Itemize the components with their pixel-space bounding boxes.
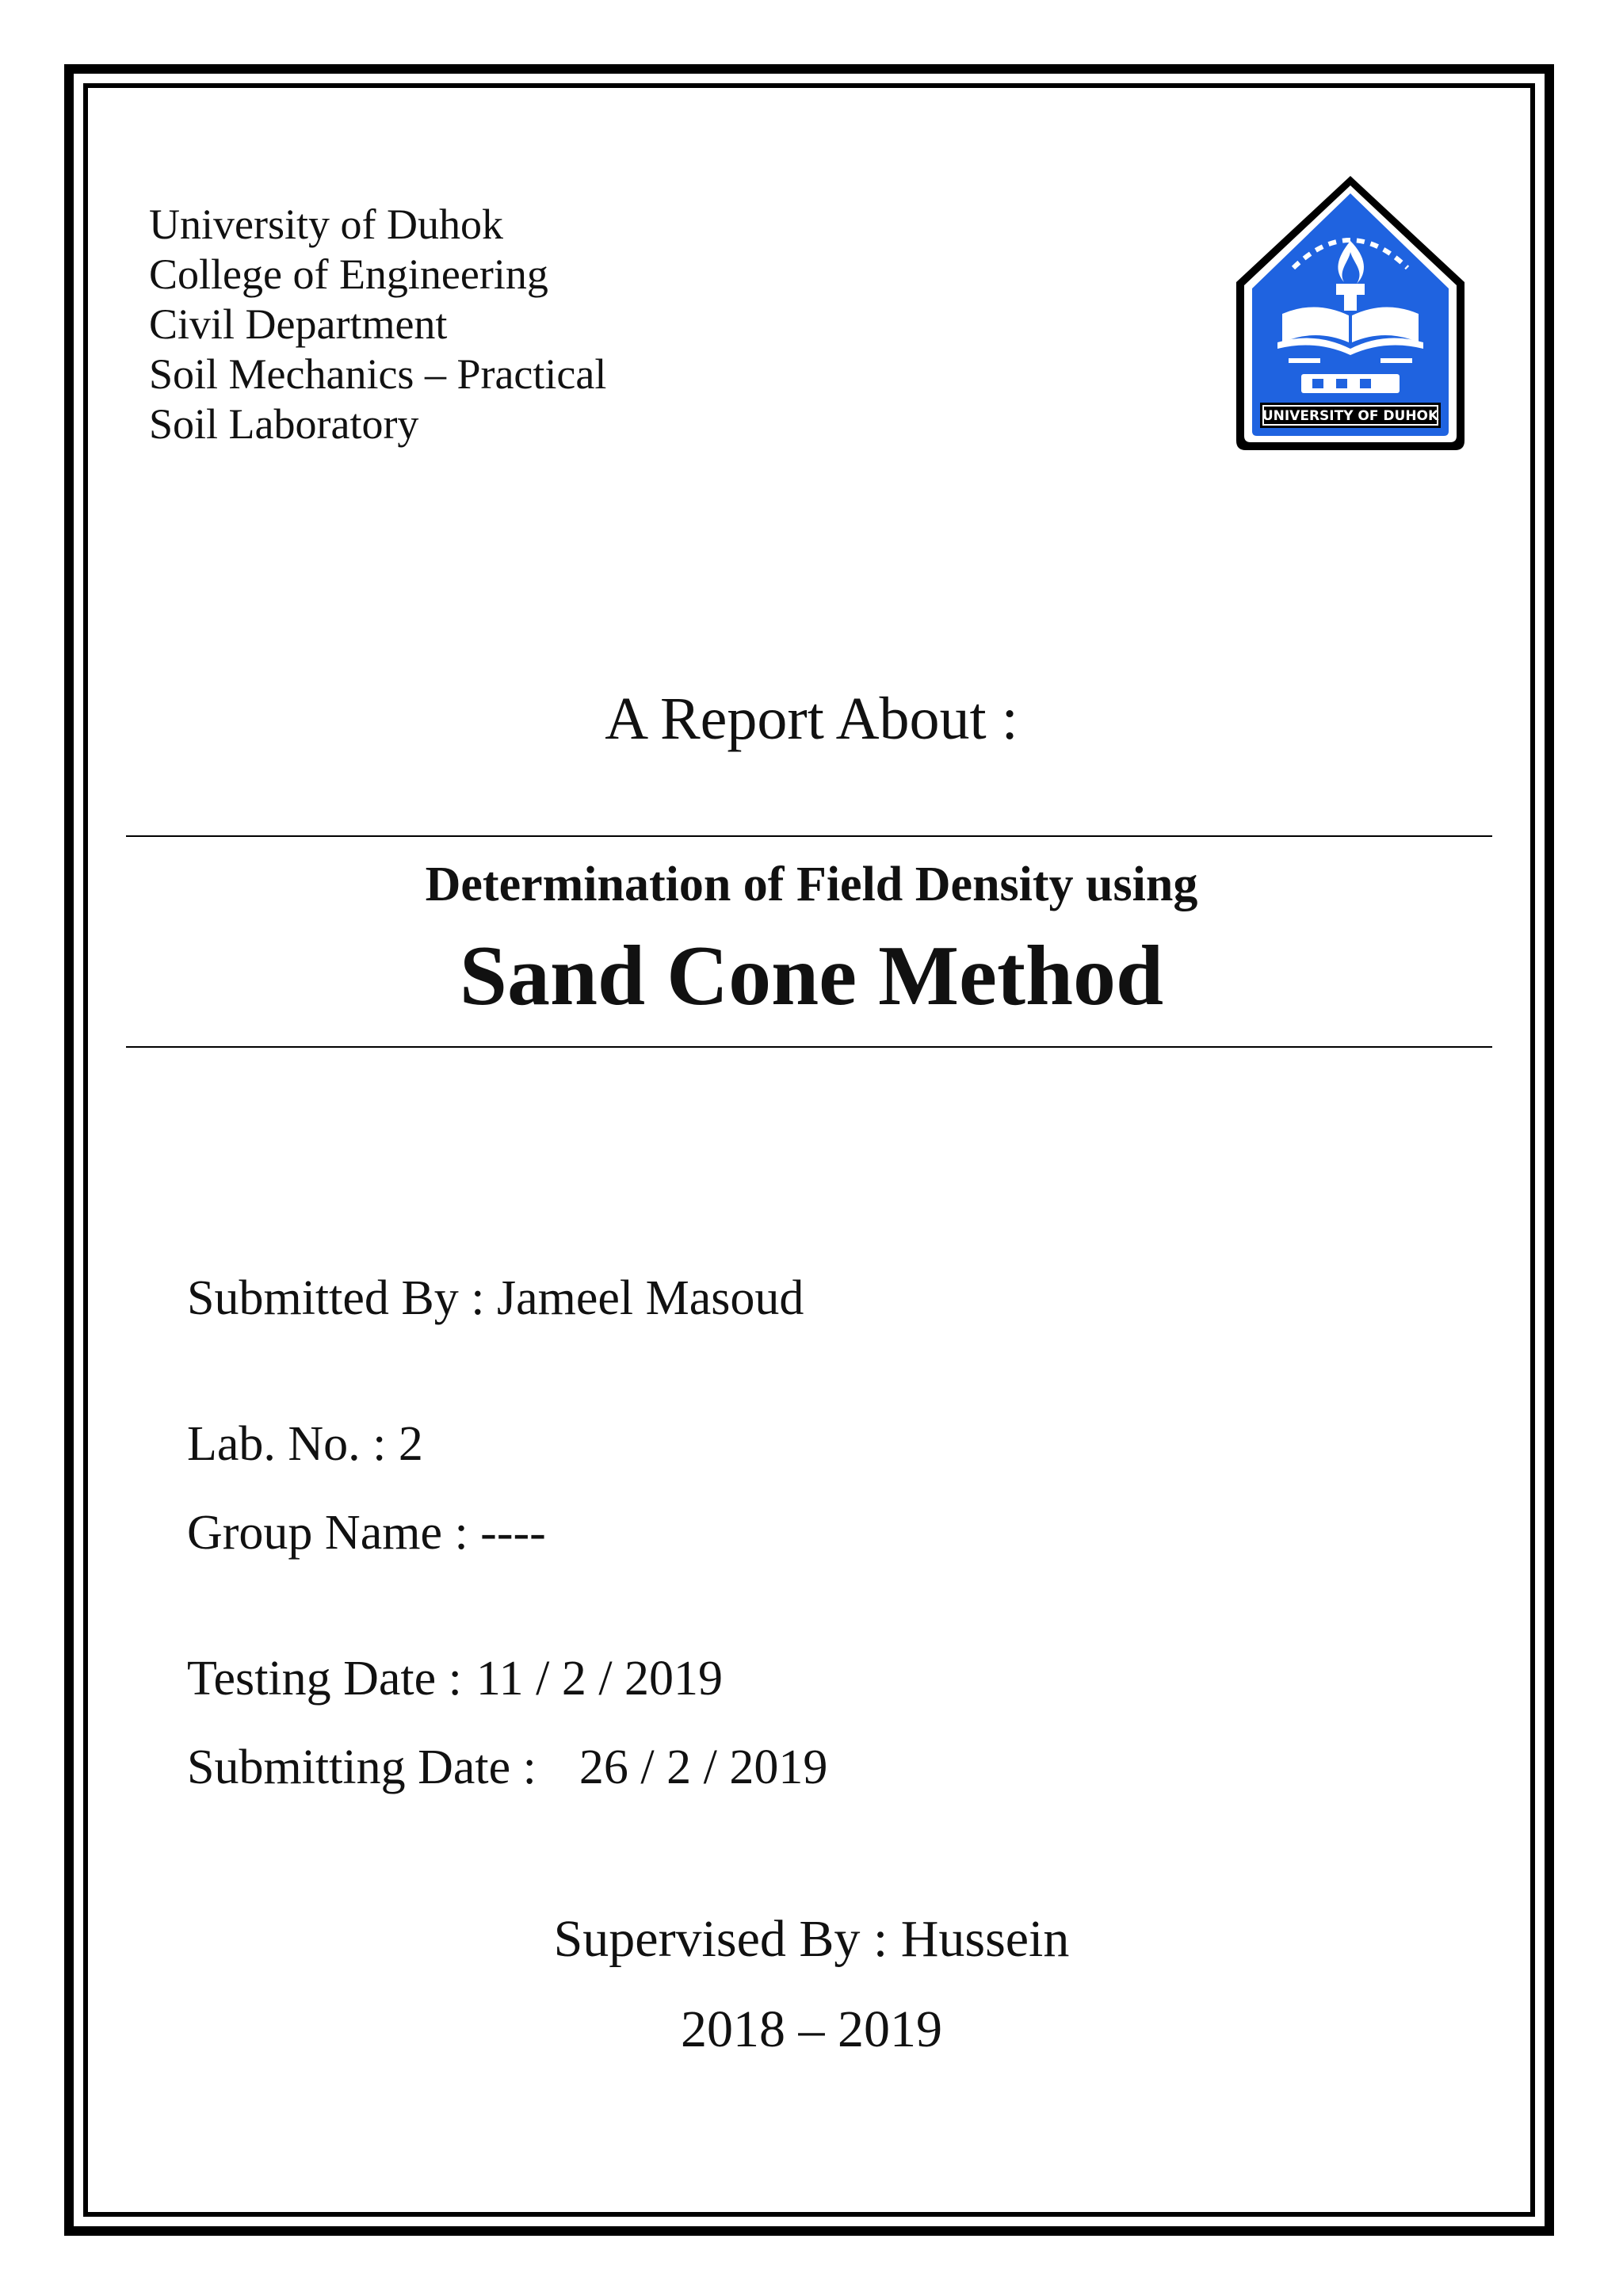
college-name: College of Engineering: [149, 250, 548, 298]
logo-banner-text: UNIVERSITY OF DUHOK: [1262, 408, 1439, 424]
lab-number: Lab. No. : 2: [187, 1417, 423, 1471]
course-name: Soil Mechanics – Practical: [149, 350, 607, 398]
academic-year: 2018 – 2019: [681, 2000, 942, 2058]
submitting-date-value: 26 / 2 / 2019: [579, 1740, 828, 1794]
group-name: Group Name : ----: [187, 1506, 546, 1560]
testing-date-value: 11 / 2 / 2019: [475, 1652, 724, 1706]
submitted-by: Submitted By : Jameel Masoud: [187, 1271, 804, 1325]
department-name: Civil Department: [149, 300, 448, 348]
title-rule-bottom: [126, 1046, 1492, 1048]
supervised-by: Supervised By : Hussein: [553, 1910, 1070, 1968]
institution-header: [149, 200, 606, 449]
university-name: University of Duhok: [149, 201, 503, 248]
report-subtitle: Determination of Field Density using: [425, 858, 1198, 911]
testing-date-label: Testing Date :: [187, 1652, 462, 1706]
testing-date: [187, 1650, 723, 1707]
submitting-date: [187, 1739, 827, 1796]
university-crest-icon: [1233, 173, 1468, 453]
report-title: Sand Cone Method: [459, 929, 1164, 1023]
report-intro: A Report About :: [605, 686, 1018, 752]
submitting-date-label: Submitting Date :: [187, 1740, 537, 1794]
title-rule-top: [126, 835, 1492, 837]
laboratory-name: Soil Laboratory: [149, 400, 419, 448]
